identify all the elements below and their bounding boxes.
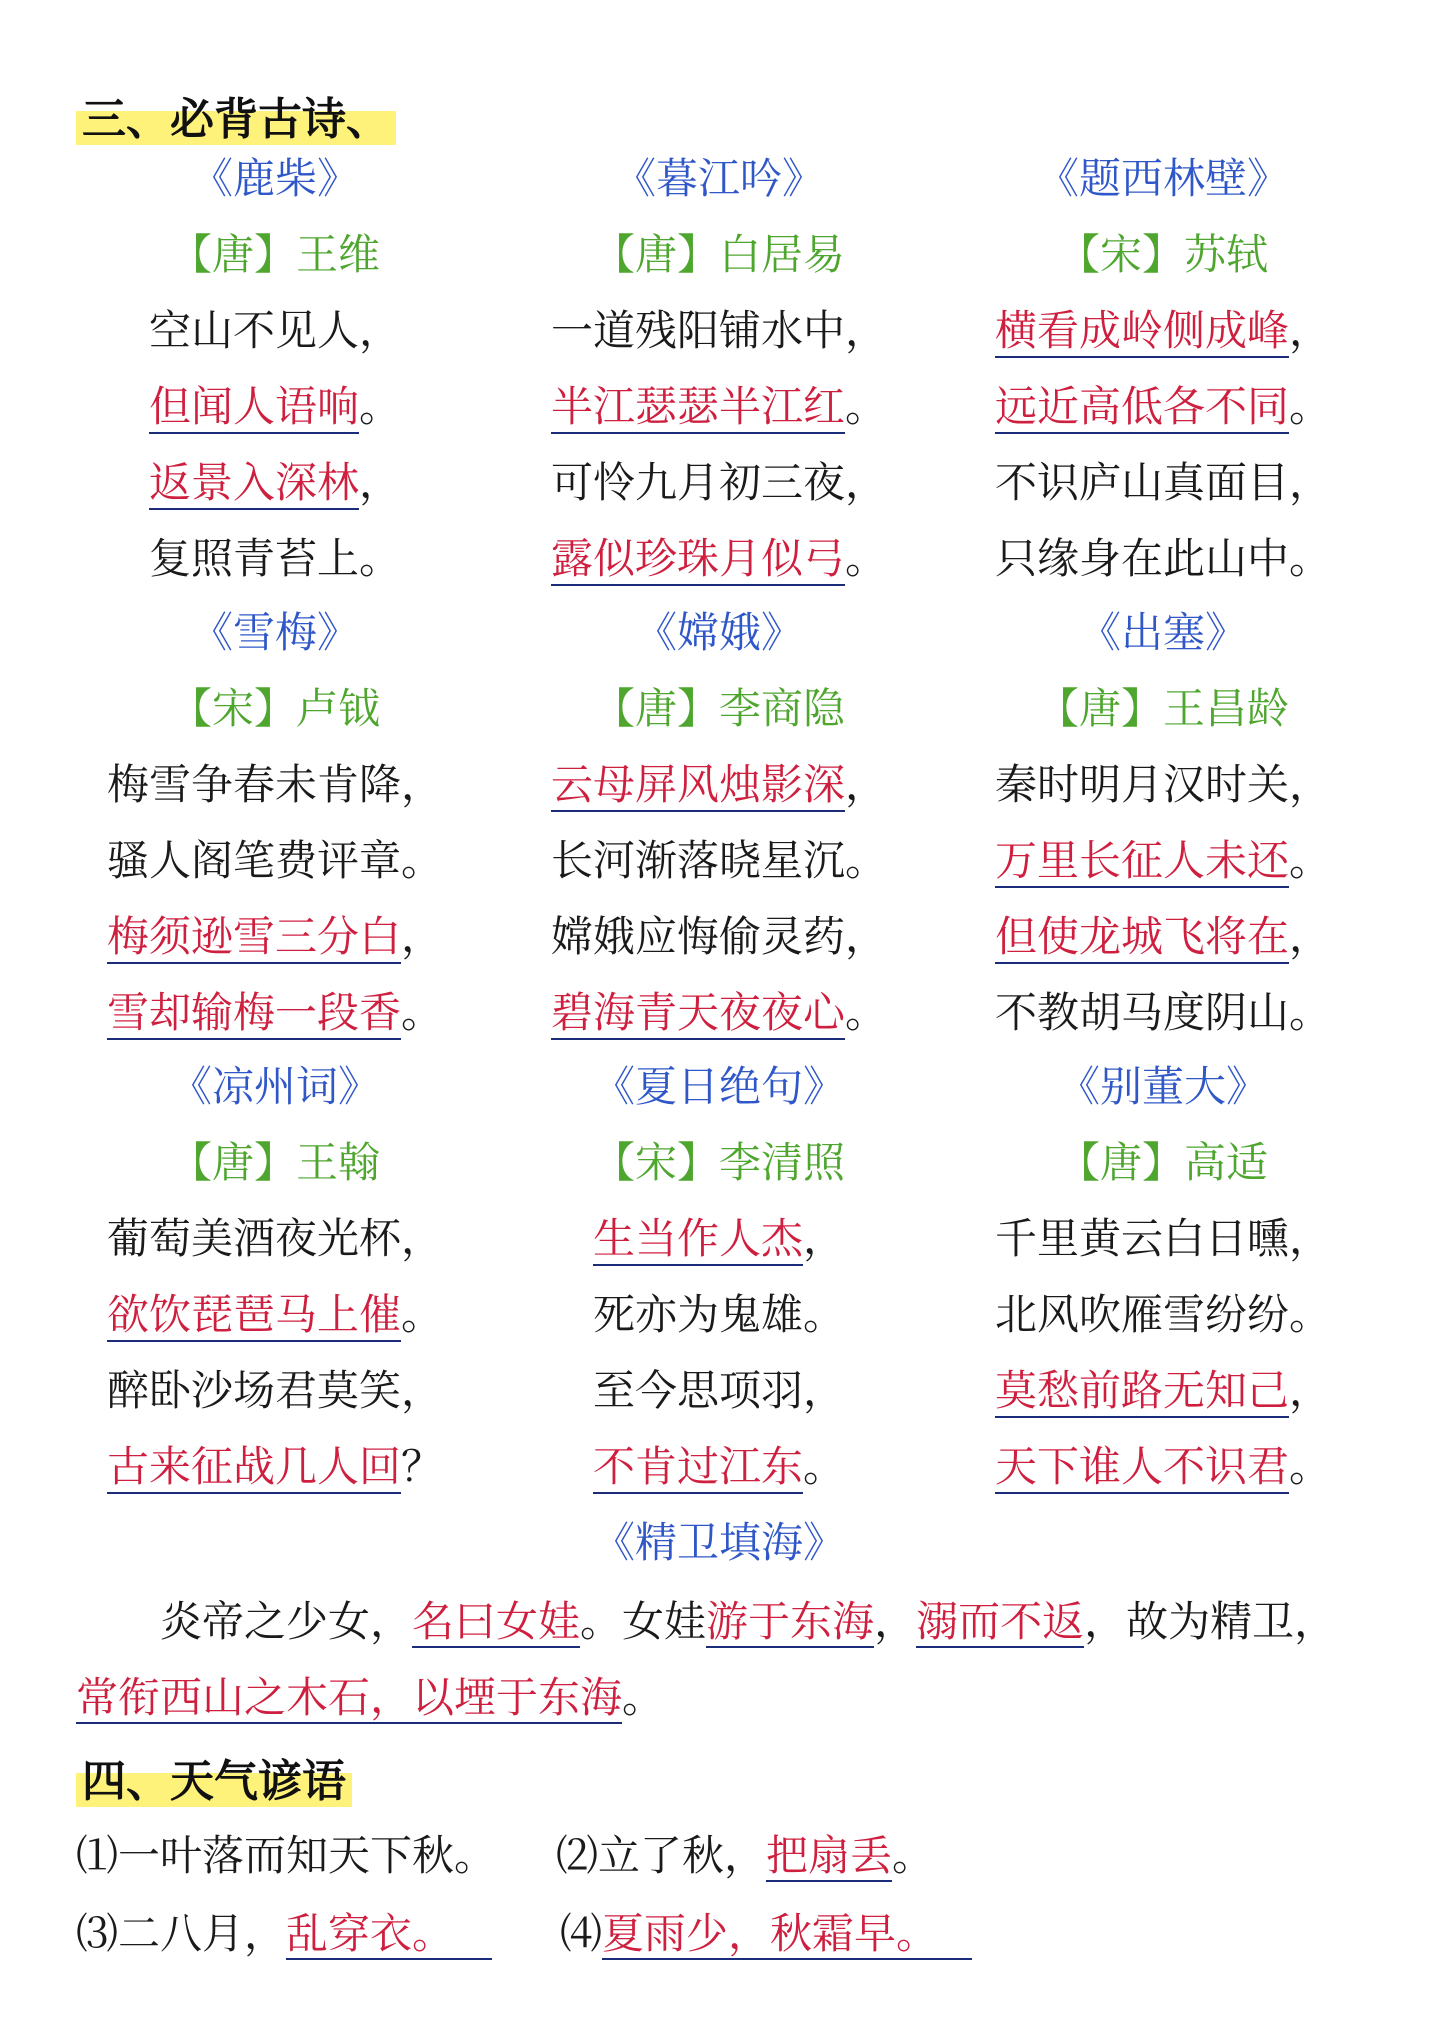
poem-line bbox=[928, 908, 1398, 966]
poem-author: 【宋】苏轼 bbox=[1057, 230, 1268, 279]
poem-line-answer: 莫愁前路无知己 bbox=[995, 1366, 1289, 1418]
poem-line bbox=[484, 378, 954, 436]
poem-line-answer: 梅须逊雪三分白 bbox=[107, 912, 401, 964]
poem-line bbox=[928, 1362, 1398, 1420]
poem-line-text: 。 bbox=[401, 988, 444, 1037]
poem-author: 【唐】王维 bbox=[169, 230, 380, 279]
poem-line bbox=[484, 832, 954, 890]
poem-line bbox=[484, 1438, 954, 1496]
poem-line-answer: 半江瑟瑟半江红 bbox=[551, 382, 845, 434]
poem-line-text: 。 bbox=[359, 382, 402, 431]
poem-line-text: 。 bbox=[1289, 382, 1332, 431]
poem-line-answer: 远近高低各不同 bbox=[995, 382, 1289, 434]
poem-line-answer: 古来征战几人回 bbox=[107, 1442, 401, 1494]
proverb-3-text: 二八月， bbox=[118, 1909, 287, 1958]
proverb-2-post: 。 bbox=[892, 1831, 935, 1880]
poem-line-text: ， bbox=[1289, 306, 1332, 355]
poem-line bbox=[928, 832, 1398, 890]
poem-line-answer: 不肯过江东 bbox=[593, 1442, 803, 1494]
poem-line-text: ， bbox=[359, 458, 402, 507]
poem-line bbox=[40, 1286, 510, 1344]
poem-line-text: 空山不见人， bbox=[148, 306, 401, 355]
poem-line bbox=[928, 530, 1398, 588]
poem-line bbox=[928, 756, 1398, 814]
proverb-3 bbox=[76, 1904, 492, 1964]
poem-author: 【唐】白居易 bbox=[592, 230, 845, 279]
poem-line-text: 。 bbox=[1289, 836, 1332, 885]
poem-line-text: 。 bbox=[845, 534, 888, 583]
proverb-4 bbox=[560, 1904, 972, 1964]
poem-line bbox=[40, 454, 510, 512]
poem-line-text: 千里黄云白日曛， bbox=[994, 1214, 1331, 1263]
poem-line-answer: 横看成岭侧成峰 bbox=[995, 306, 1289, 358]
poem-line-text: 死亦为鬼雄。 bbox=[592, 1290, 845, 1339]
poem-line-text: 。 bbox=[401, 1290, 444, 1339]
poem-line bbox=[40, 1362, 510, 1420]
poem-line bbox=[928, 1210, 1398, 1268]
poem-author: 【宋】卢钺 bbox=[169, 684, 380, 733]
proverb-1-text: 一叶落而知天下秋。 bbox=[118, 1831, 497, 1880]
poem-line-text: 不识庐山真面目， bbox=[994, 458, 1331, 507]
poem-line-answer: 雪却输梅一段香 bbox=[107, 988, 401, 1040]
poem-line-text: ， bbox=[803, 1214, 846, 1263]
poem-title: 《别董大》 bbox=[1057, 1062, 1268, 1111]
poem-line-text: ， bbox=[401, 912, 444, 961]
jingwei-answer-3: 溺而不返 bbox=[916, 1597, 1085, 1646]
poem-line bbox=[484, 530, 954, 588]
poem-line-answer: 返景入深林 bbox=[149, 458, 359, 510]
jingwei-text-2: 。女娃 bbox=[580, 1597, 707, 1646]
poem-line bbox=[40, 302, 510, 360]
jingwei-title: 《精卫填海》 bbox=[592, 1518, 845, 1567]
poem-line bbox=[484, 756, 954, 814]
poem-line bbox=[484, 908, 954, 966]
poem-line-text: ， bbox=[1289, 912, 1332, 961]
poem-line-text: 只缘身在此山中。 bbox=[994, 534, 1331, 583]
poem-line-answer: 云母屏风烛影深 bbox=[551, 760, 845, 812]
poem-author: 【唐】李商隐 bbox=[592, 684, 845, 733]
section-heading-proverbs: 四、天气谚语 bbox=[76, 1752, 352, 1812]
poem-line-answer: 但使龙城飞将在 bbox=[995, 912, 1289, 964]
proverb-2-answer: 把扇丢 bbox=[766, 1831, 893, 1880]
poem-line bbox=[928, 984, 1398, 1042]
poem-line-text: 一道残阳铺水中， bbox=[550, 306, 887, 355]
poem-title: 《凉州词》 bbox=[169, 1062, 380, 1111]
jingwei-paragraph bbox=[76, 1584, 1366, 1736]
poem-line-answer: 碧海青天夜夜心 bbox=[551, 988, 845, 1040]
poem-line bbox=[484, 1362, 954, 1420]
poem-line bbox=[484, 454, 954, 512]
poem-title: 《夏日绝句》 bbox=[592, 1062, 845, 1111]
poem-author: 【宋】李清照 bbox=[592, 1138, 845, 1187]
proverb-2-text: 立了秋， bbox=[598, 1831, 767, 1880]
poem-line-text: 。 bbox=[845, 382, 888, 431]
poem-title: 《嫦娥》 bbox=[634, 608, 803, 657]
poem-line bbox=[40, 378, 510, 436]
jingwei-answer-2: 游于东海 bbox=[706, 1597, 875, 1646]
poem-line-text: 。 bbox=[803, 1442, 846, 1491]
proverb-1-num: ⑴ bbox=[76, 1831, 119, 1880]
poem-line-text: ， bbox=[845, 760, 888, 809]
poem-line bbox=[40, 756, 510, 814]
poem-line-text: 复照青苔上。 bbox=[148, 534, 401, 583]
poem-line bbox=[40, 984, 510, 1042]
poem-line-text: ， bbox=[1289, 1366, 1332, 1415]
proverb-4-answer: 夏雨少，秋霜早。 bbox=[602, 1909, 972, 1960]
poem-line-text: ？ bbox=[401, 1442, 444, 1491]
section-heading-poems: 三、必背古诗、 bbox=[76, 90, 396, 150]
poem-line-text: 嫦娥应悔偷灵药， bbox=[550, 912, 887, 961]
poem-line bbox=[928, 1286, 1398, 1344]
poem-line-text: 。 bbox=[845, 988, 888, 1037]
poem-line-text: 骚人阁笔费评章。 bbox=[106, 836, 443, 885]
proverb-1 bbox=[76, 1826, 496, 1886]
poem-line-text: 。 bbox=[1289, 1442, 1332, 1491]
poem-line bbox=[484, 984, 954, 1042]
poem-title: 《出塞》 bbox=[1078, 608, 1247, 657]
jingwei-text-5: 。 bbox=[622, 1673, 665, 1722]
poem-line-text: 葡萄美酒夜光杯， bbox=[106, 1214, 443, 1263]
proverb-2-num: ⑵ bbox=[556, 1831, 599, 1880]
poem-line-text: 醉卧沙场君莫笑， bbox=[106, 1366, 443, 1415]
jingwei-text-3: ， bbox=[874, 1597, 917, 1646]
poem-line bbox=[484, 302, 954, 360]
jingwei-text-1: 炎帝之少女， bbox=[160, 1597, 413, 1646]
poem-line-text: 秦时明月汉时关， bbox=[994, 760, 1331, 809]
poem-line-text: 可怜九月初三夜， bbox=[550, 458, 887, 507]
poem-author: 【唐】王昌龄 bbox=[1036, 684, 1289, 733]
poem-author: 【唐】王翰 bbox=[169, 1138, 380, 1187]
poem-line bbox=[484, 1210, 954, 1268]
poem-line-answer: 露似珍珠月似弓 bbox=[551, 534, 845, 586]
poem-line-answer: 生当作人杰 bbox=[593, 1214, 803, 1266]
poem-line bbox=[928, 378, 1398, 436]
poem-title: 《暮江吟》 bbox=[613, 154, 824, 203]
poem-line-text: 至今思项羽， bbox=[592, 1366, 845, 1415]
poem-line bbox=[40, 1438, 510, 1496]
poem-author: 【唐】高适 bbox=[1057, 1138, 1268, 1187]
jingwei-answer-1: 名曰女娃 bbox=[412, 1597, 581, 1646]
poem-line bbox=[40, 908, 510, 966]
poem-line-text: 不教胡马度阴山。 bbox=[994, 988, 1331, 1037]
proverb-3-answer: 乱穿衣。 bbox=[286, 1909, 492, 1960]
poem-line bbox=[928, 1438, 1398, 1496]
proverb-3-num: ⑶ bbox=[76, 1909, 119, 1958]
proverb-2 bbox=[556, 1826, 934, 1886]
poem-line-text: 梅雪争春未肯降， bbox=[106, 760, 443, 809]
poem-line-answer: 天下谁人不识君 bbox=[995, 1442, 1289, 1494]
poem-line-text: 北风吹雁雪纷纷。 bbox=[994, 1290, 1331, 1339]
poem-line-answer: 但闻人语响 bbox=[149, 382, 359, 434]
poem-line-text: 长河渐落晓星沉。 bbox=[550, 836, 887, 885]
jingwei-text-4: ，故为精卫， bbox=[1084, 1597, 1337, 1646]
poem-line bbox=[40, 530, 510, 588]
poem-line-answer: 欲饮琵琶马上催 bbox=[107, 1290, 401, 1342]
jingwei-answer-4: 常衔西山之木石，以堙于东海 bbox=[76, 1673, 623, 1722]
poem-title: 《题西林壁》 bbox=[1036, 154, 1289, 203]
poem-line bbox=[484, 1286, 954, 1344]
poem-line bbox=[928, 454, 1398, 512]
poem-title: 《雪梅》 bbox=[190, 608, 359, 657]
poem-line bbox=[40, 832, 510, 890]
poem-line-answer: 万里长征人未还 bbox=[995, 836, 1289, 888]
poem-line bbox=[928, 302, 1398, 360]
poem-title: 《鹿柴》 bbox=[190, 154, 359, 203]
poem-line bbox=[40, 1210, 510, 1268]
proverb-4-num: ⑷ bbox=[560, 1909, 603, 1958]
